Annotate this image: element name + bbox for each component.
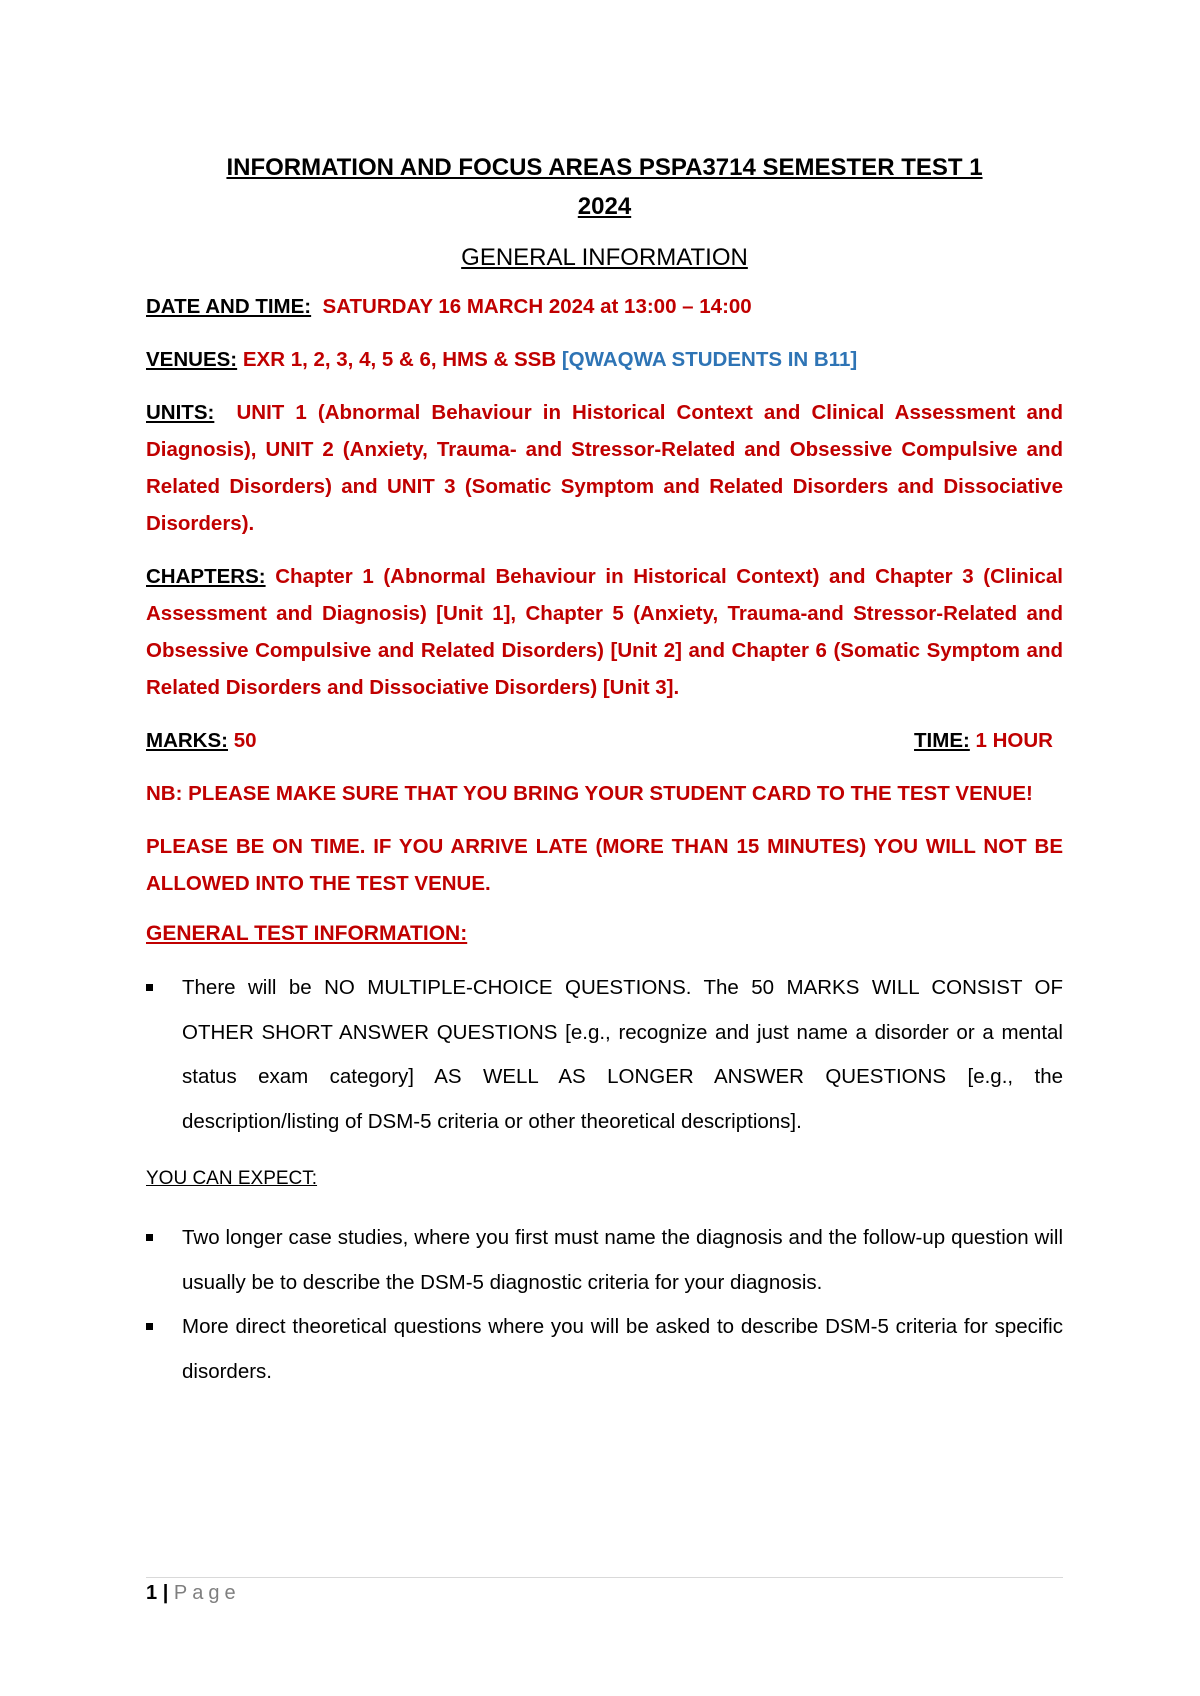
list-item xyxy=(146,966,1063,1144)
marks-field xyxy=(146,722,257,759)
date-label: DATE AND TIME: xyxy=(146,295,312,318)
units-paragraph xyxy=(146,394,1063,542)
page-number: 1 xyxy=(146,1582,158,1604)
page-label: Page xyxy=(173,1582,241,1604)
chapters-paragraph xyxy=(146,558,1063,706)
venues-value: EXR 1, 2, 3, 4, 5 & 6, HMS & SSB xyxy=(242,348,557,371)
units-label: UNITS: xyxy=(146,401,215,424)
list-item-text: Two longer case studies, where you first must name the diagnosis and the follow-up question will usually be to describe the DSM-5 diagnostic criteria for your diagnosis. xyxy=(182,1226,1063,1294)
chapters-label: CHAPTERS: xyxy=(146,565,266,588)
date-time-line xyxy=(146,288,1063,325)
expect-heading: YOU CAN EXPECT: xyxy=(146,1168,318,1189)
venues-note: [QWAQWA STUDENTS IN B11] xyxy=(561,348,858,371)
marks-value: 50 xyxy=(233,729,257,752)
list-item-text: More direct theoretical questions where you will be asked to describe DSM-5 criteria for specific disorders. xyxy=(182,1315,1063,1383)
square-bullet-icon xyxy=(146,1323,153,1330)
square-bullet-icon xyxy=(146,984,153,991)
page-footer xyxy=(146,1577,1063,1605)
title-line-2: 2024 xyxy=(577,193,632,220)
units-value: UNIT 1 (Abnormal Behaviour in Historical Context and Clinical Assessment and Diagnosis), UNIT 2 (Anxiety, Trauma- and Stressor-Related and Obsessive Compulsive and Related Disorders) and UNIT 3 (Somatic Symptom and Related Disorders and Dissociative Disorders). xyxy=(146,401,1063,535)
general-test-heading: GENERAL TEST INFORMATION: xyxy=(146,922,468,945)
list-item xyxy=(146,1216,1063,1305)
general-test-list xyxy=(146,966,1063,1144)
footer-separator: | xyxy=(162,1582,169,1604)
venues-label: VENUES: xyxy=(146,348,238,371)
date-value: SATURDAY 16 MARCH 2024 at 13:00 – 14:00 xyxy=(322,295,752,318)
list-item-text: There will be NO MULTIPLE-CHOICE QUESTIONS. The 50 MARKS WILL CONSIST OF OTHER SHORT ANSWER QUESTIONS [e.g., recognize and just name a disorder or a mental status exam category] AS WELL AS LONGER ANSWER QUESTIONS [e.g., the description/listing of DSM-5 criteria or other theoretical descriptions]. xyxy=(182,976,1063,1133)
time-value: 1 HOUR xyxy=(975,729,1053,752)
time-label: TIME: xyxy=(914,729,970,752)
marks-time-row xyxy=(146,722,1063,759)
square-bullet-icon xyxy=(146,1234,153,1241)
marks-label: MARKS: xyxy=(146,729,228,752)
title-line-1: INFORMATION AND FOCUS AREAS PSPA3714 SEMESTER TEST 1 xyxy=(226,154,983,181)
late-notice: PLEASE BE ON TIME. IF YOU ARRIVE LATE (MORE THAN 15 MINUTES) YOU WILL NOT BE ALLOWED INTO THE TEST VENUE. xyxy=(146,835,1063,895)
time-field xyxy=(914,722,1053,759)
list-item xyxy=(146,1305,1063,1394)
document-title xyxy=(146,148,1063,226)
general-info-heading: GENERAL INFORMATION xyxy=(461,244,748,271)
chapters-value: Chapter 1 (Abnormal Behaviour in Historical Context) and Chapter 3 (Clinical Assessment and Diagnosis) [Unit 1], Chapter 5 (Anxiety, Trauma-and Stressor-Related and Obsessive Compulsive and Related Disorders) [Unit 2] and Chapter 6 (Somatic Symptom and Related Disorders and Dissociative Disorders) [Unit 3]. xyxy=(146,565,1063,699)
nb-notice: NB: PLEASE MAKE SURE THAT YOU BRING YOUR STUDENT CARD TO THE TEST VENUE! xyxy=(146,782,1033,805)
expect-list xyxy=(146,1216,1063,1394)
venues-line xyxy=(146,341,1063,378)
